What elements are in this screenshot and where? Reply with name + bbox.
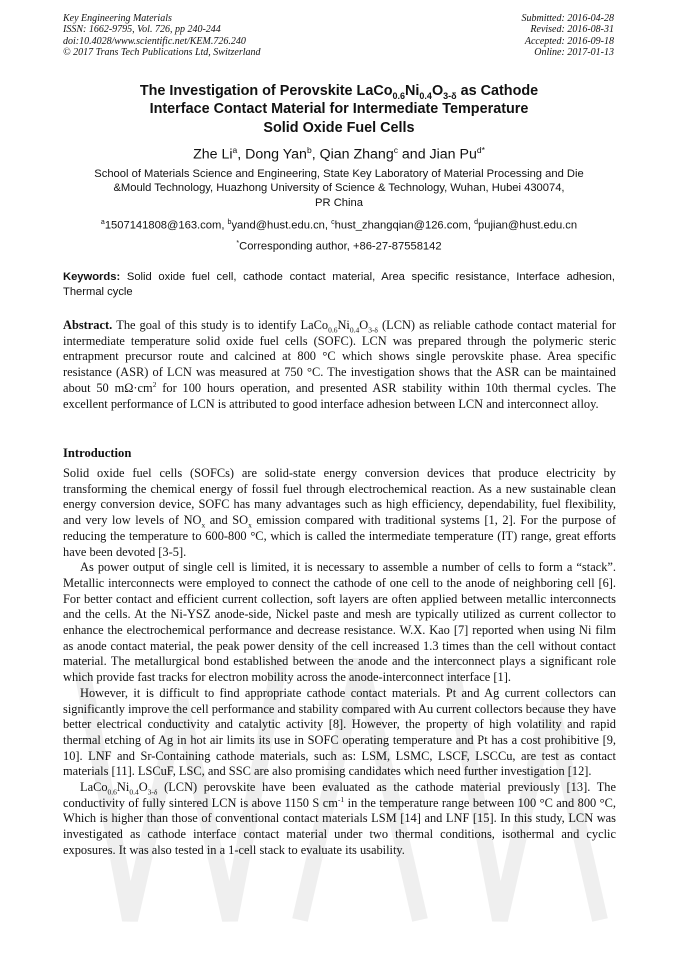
author-affil-mark: b — [306, 145, 312, 155]
keywords-label: Keywords: — [63, 271, 121, 283]
author-name: Zhe Li — [193, 146, 233, 163]
subscript: 3-δ — [147, 787, 158, 797]
author-affil-mark: c — [393, 145, 398, 155]
title-line-1 — [60, 82, 618, 100]
paragraph-text: O — [138, 780, 148, 795]
abstract-text: The goal of this study is to identify LaCo — [116, 318, 329, 332]
author-name: Jian Pu — [429, 146, 477, 163]
paragraph-text: emission compared with traditional systems [1, 2]. For the purpose of reducing the temperature to 600-800 °C, which is called the intermediate temperature (IT) range, great efforts have been devoted [3-5]. — [63, 513, 616, 559]
title-text: Ni — [405, 83, 420, 99]
abstract-text: O — [359, 318, 369, 332]
journal-header-left — [63, 13, 261, 58]
title-subscript: 0.6 — [392, 90, 406, 101]
email-link[interactable]: hust_zhangqian@126.com — [334, 219, 468, 232]
introduction-body — [63, 466, 616, 859]
abstract — [63, 318, 616, 412]
author-list: Zhe Li$^a$, Dong Yan$^b$, Qian Zhang$^c$ and Jian $Pu^{d*}$ — [193, 145, 485, 163]
paragraph: However, it is difficult to find appropriate cathode contact materials. Pt and Ag current collectors can significantly improve the cell performance and stability compared with Au current collectors because they have better electrical conductivity and catalytic activity [8]. However, the property of high volatility and rapid thermal etching of Ag in hot air limits its use in SOFC operating temperature and Pt has a cost prohibitive [9, 10]. LNF and Sr-Containing cathode materials, such as: LSM, LSMC, LSCF, LSCCu, are test as contact materials [11]. LSCuF, LSC, and SSC are also promising candidates which need further investigation [12]. — [63, 685, 616, 779]
affiliation-line: School of Materials Science and Engineering, State Key Laboratory of Material Processing and Die — [94, 168, 584, 180]
author-name: Dong Yan — [245, 146, 307, 163]
corresponding-text: Corresponding author, +86-27-87558142 — [239, 240, 442, 253]
title-line-3: Solid Oxide Fuel Cells — [263, 119, 415, 136]
subscript: 0.4 — [129, 787, 139, 797]
keywords-text: Solid oxide fuel cell, cathode contact material, Area specific resistance, Interface adhesion, Thermal cycle — [63, 271, 615, 298]
journal-name: Key Engineering Materials — [63, 13, 172, 24]
corresponding-mark: * — [236, 240, 240, 247]
paragraph-text: Ni — [116, 780, 130, 795]
revised-date: Revised: 2016-08-31 — [530, 24, 614, 36]
title-subscript: 3-δ — [443, 90, 457, 101]
email-mark: a — [100, 219, 105, 226]
subscript: x — [248, 520, 252, 530]
title-text: as Cathode — [456, 83, 539, 99]
paragraph-text: Solid oxide fuel cells (SOFCs) are solid-state energy conversion devices that produce electricity by transforming the chemical energy of fossil fuel through electrochemical reaction. As a new sustainable clean energy conversion device, SOFC has many advantages such as high efficiency, dependability, fuel flexibility, and very low levels of NO — [63, 466, 616, 528]
abstract-subscript: 0.6 — [328, 325, 338, 335]
doi-line: doi:10.4028/www.scientific.net/KEM.726.240 — [63, 35, 246, 47]
paragraph: As power output of single cell is limited, it is necessary to assemble a number of cells to form a “stack”. Metallic interconnects were employed to connect the cathode of one cell to the anode of neighboring cell [6]. For better contact and efficient current collection, soft layers are often applied between metallic interconnects and the cells. At the Ni-YSZ anode-side, Nickel paste and mesh are typically utilized as current collector to enhance the electrochemical performance and decrease resistance. W.X. Kao [7] reported when using Ni film as anode contact material, the peak power density of the cell increased 1.3 times than the cell without contact material. The metallurgical bond established between the anode and the interconnect plays a significant role which provide fast tracks for electron mobility across the anode-interconnect interface [1]. — [63, 560, 616, 685]
abstract-text: (LCN) as reliable cathode contact material for intermediate temperature solid oxide fuel cells (SOFC). LCN was prepared through the polymeric steric entrapment precursor route and calcined at 800 °C which shows single perovskite phase. Area specific resistance (ASR) of LCN was measured at 750 °C. The investigation shows that the ASR can be maintained about 50 mΩ·cm — [63, 318, 616, 395]
author-emails: $^a$1507141808@163.com, $^b$yand@hust.edu.cn, $^c$hust_zhangqian@126.com, $^d$pujian@hust.edu.cn — [100, 219, 578, 232]
email-link[interactable]: pujian@hust.edu.cn — [478, 219, 578, 232]
author-affil-mark: d* — [476, 145, 485, 155]
email-mark: c — [331, 219, 335, 226]
abstract-subscript: 3-δ — [368, 325, 378, 335]
paper-title — [60, 82, 618, 137]
abstract-label: Abstract. — [63, 318, 113, 332]
email-link[interactable]: 1507141808@163.com — [104, 219, 222, 232]
paragraph-text: (LCN) perovskite have been evaluated as the cathode material previously [13]. The conductivity of fully sintered LCN is above 1150 S cm — [63, 780, 616, 810]
corresponding-author — [60, 237, 618, 254]
email-mark: b — [227, 219, 232, 226]
title-text: The Investigation of Perovskite LaCo — [139, 83, 393, 99]
email-mark: d — [474, 219, 479, 226]
title-subscript: 0.4 — [419, 90, 432, 101]
author-affil-mark: a — [232, 145, 238, 155]
superscript: -1 — [337, 794, 345, 804]
keywords — [63, 270, 615, 300]
abstract-text: Ni — [337, 318, 350, 332]
issn-line: ISSN: 1662-9795, Vol. 726, pp 240-244 — [63, 24, 221, 36]
title-line-2: Interface Contact Material for Intermediate Temperature — [149, 101, 529, 118]
abstract-superscript: 2 — [152, 379, 157, 389]
affiliation — [60, 167, 618, 210]
subscript: 0.6 — [107, 787, 117, 797]
online-date: Online: 2017-01-13 — [534, 46, 614, 58]
email-link[interactable]: yand@hust.edu.cn — [231, 219, 325, 232]
paragraph-text: and SO — [205, 513, 249, 528]
section-heading-introduction: Introduction — [63, 446, 132, 460]
paragraph-text: LaCo — [80, 780, 108, 795]
paragraph — [63, 466, 616, 560]
abstract-text: for 100 hours operation, and presented ASR stability within 10th thermal cycles. The excellent performance of LCN is attributed to good interface adhesion between LCN and interconnect alloy. — [63, 380, 616, 411]
accepted-date: Accepted: 2016-09-18 — [524, 35, 614, 47]
journal-header-right — [522, 13, 615, 58]
affiliation-line: PR China — [315, 196, 363, 209]
author-name: Qian Zhang — [319, 146, 394, 163]
affiliation-line: &Mould Technology, Huazhong University of Science & Technology, Wuhan, Hubei 430074, — [113, 182, 565, 195]
paragraph-text: in the temperature range between 100 °C and 800 °C, Which is higher than those of conventional contact materials LSM [14] and LNF [15]. In this study, LCN was investigated as cathode interface contact material under two thermal conditions, isothermal and cyclic exposures. It was also tested in a 1-cell stack to evaluate its usability. — [63, 795, 617, 857]
paragraph — [63, 780, 616, 859]
subscript: x — [201, 520, 206, 530]
copyright-line: © 2017 Trans Tech Publications Ltd, Switzerland — [63, 46, 261, 58]
abstract-subscript: 0.4 — [349, 325, 360, 335]
title-text: O — [431, 83, 444, 99]
submitted-date: Submitted: 2016-04-28 — [521, 13, 614, 24]
